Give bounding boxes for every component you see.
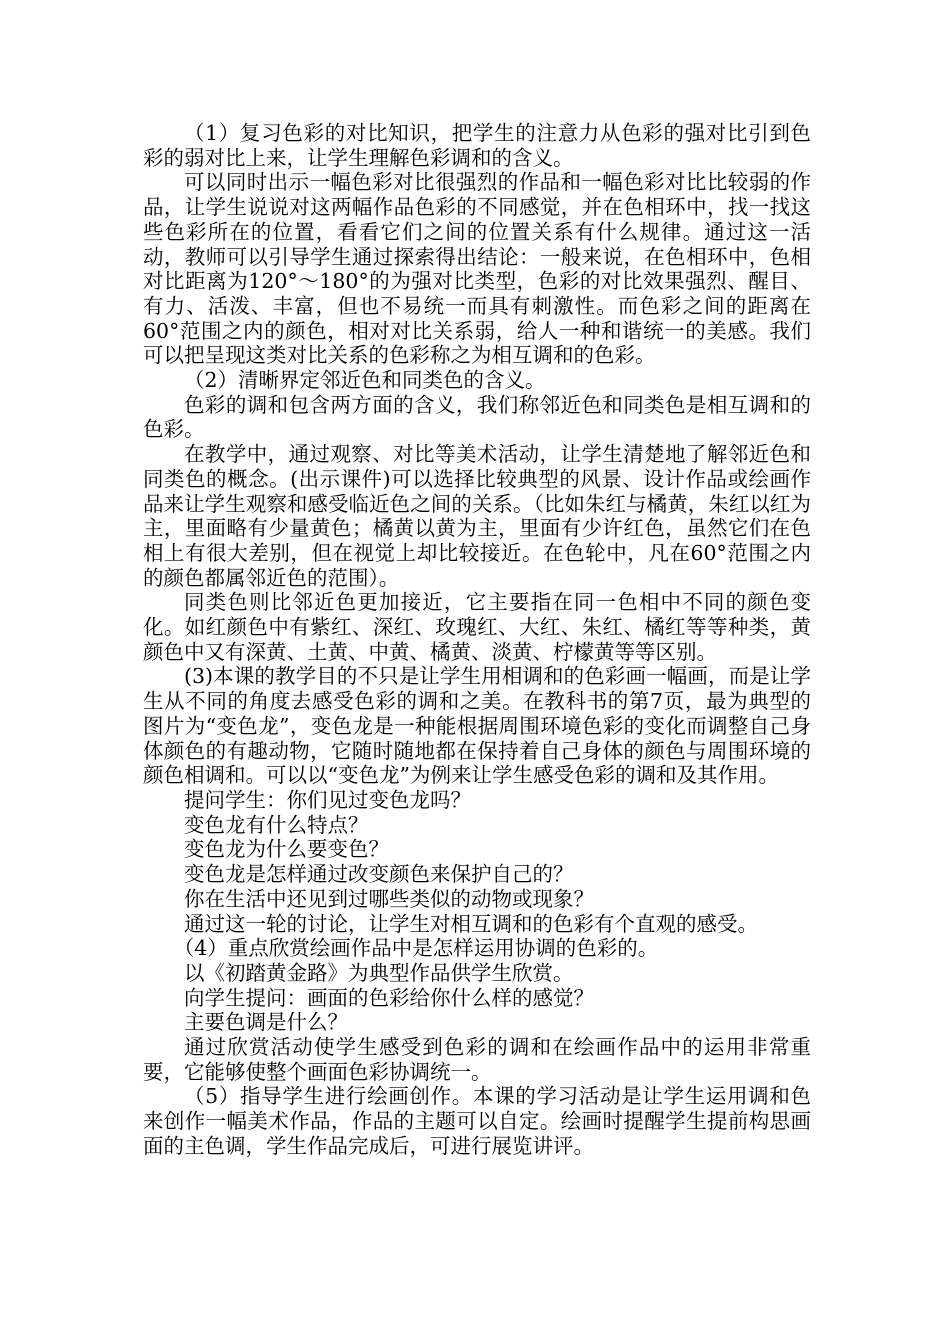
paragraph-harmony-meaning: 色彩的调和包含两方面的含义，我们称邻近色和同类色是相互调和的色彩。 <box>143 392 811 442</box>
paragraph-show-works: 可以同时出示一幅色彩对比很强烈的作品和一幅色彩对比比较弱的作品，让学生说说对这两幅作品色彩的不同感觉，并在色相环中，找一找这些色彩所在的位置，看看它们之间的位置关系有什么规律。通过这一活动，教师可以引导学生通过探索得出结论：一般来说，在色相环中，色相对比距离为120°～180°的为强对比类型，色彩的对比效果强烈、醒目、有力、活泼、丰富，但也不易统一而具有刺激性。而色彩之间的距离在60°范围之内的颜色，相对对比关系弱，给人一种和谐统一的美感。我们可以把呈现这类对比关系的色彩称之为相互调和的色彩。 <box>143 170 811 368</box>
document-page <box>143 121 811 1159</box>
paragraph-creation-guidance: （5）指导学生进行绘画创作。本课的学习活动是让学生运用调和色来创作一幅美术作品，作品的主题可以自定。绘画时提醒学生提前构思画面的主色调，学生作品完成后，可进行展览讲评。 <box>143 1084 811 1158</box>
paragraph-artwork-example: 以《初踏黄金路》为典型作品供学生欣赏。 <box>184 960 574 985</box>
question-why-change: 变色龙为什么要变色？ <box>184 837 389 862</box>
question-color-feeling: 向学生提问：画面的色彩给你什么样的感觉？ <box>184 985 594 1010</box>
question-how-protect: 变色龙是怎样通过改变颜色来保护自己的？ <box>184 862 574 887</box>
paragraph-review-contrast: （1）复习色彩的对比知识，把学生的注意力从色彩的强对比引到色彩的弱对比上来，让学生理解色彩调和的含义。 <box>143 121 811 170</box>
paragraph-define-colors-heading: （2）清晰界定邻近色和同类色的含义。 <box>184 368 546 393</box>
question-features: 变色龙有什么特点？ <box>184 812 369 837</box>
question-main-tone: 主要色调是什么？ <box>184 1010 348 1035</box>
paragraph-appreciation-summary: 通过欣赏活动使学生感受到色彩的调和在绘画作品中的运用非常重要，它能够使整个画面色彩协调统一。 <box>143 1035 811 1084</box>
question-seen-chameleon: 提问学生：你们见过变色龙吗？ <box>184 787 471 812</box>
paragraph-teaching-observation: 在教学中，通过观察、对比等美术活动，让学生清楚地了解邻近色和同类色的概念。(出示课件)可以选择比较典型的风景、设计作品或绘画作品来让学生观察和感受临近色之间的关系。（比如朱红与橘黄，朱红以红为主，里面略有少量黄色；橘黄以黄为主，里面有少许红色，虽然它们在色相上有很大差别，但在视觉上却比较接近。在色轮中，凡在60°范围之内的颜色都属邻近色的范围）。 <box>143 442 811 590</box>
paragraph-similar-colors: 同类色则比邻近色更加接近，它主要指在同一色相中不同的颜色变化。如红颜色中有紫红、深红、玫瑰红、大红、朱红、橘红等等种类，黄颜色中又有深黄、土黄、中黄、橘黄、淡黄、柠檬黄等等区别。 <box>143 590 811 664</box>
paragraph-chameleon-intro: (3)本课的教学目的不只是让学生用相调和的色彩画一幅画，而是让学生从不同的角度去感受色彩的调和之美。在教科书的第7页，最为典型的图片为“变色龙”，变色龙是一种能根据周围环境色彩的变化而调整自己身体颜色的有趣动物，它随时随地都在保持着自己身体的颜色与周围环境的颜色相调和。可以以“变色龙”为例来让学生感受色彩的调和及其作用。 <box>143 664 811 788</box>
question-similar-animals: 你在生活中还见到过哪些类似的动物或现象？ <box>184 886 594 911</box>
paragraph-appreciation-heading: （4）重点欣赏绘画作品中是怎样运用协调的色彩的。 <box>173 936 659 961</box>
paragraph-discussion-summary: 通过这一轮的讨论，让学生对相互调和的色彩有个直观的感受。 <box>184 911 758 936</box>
